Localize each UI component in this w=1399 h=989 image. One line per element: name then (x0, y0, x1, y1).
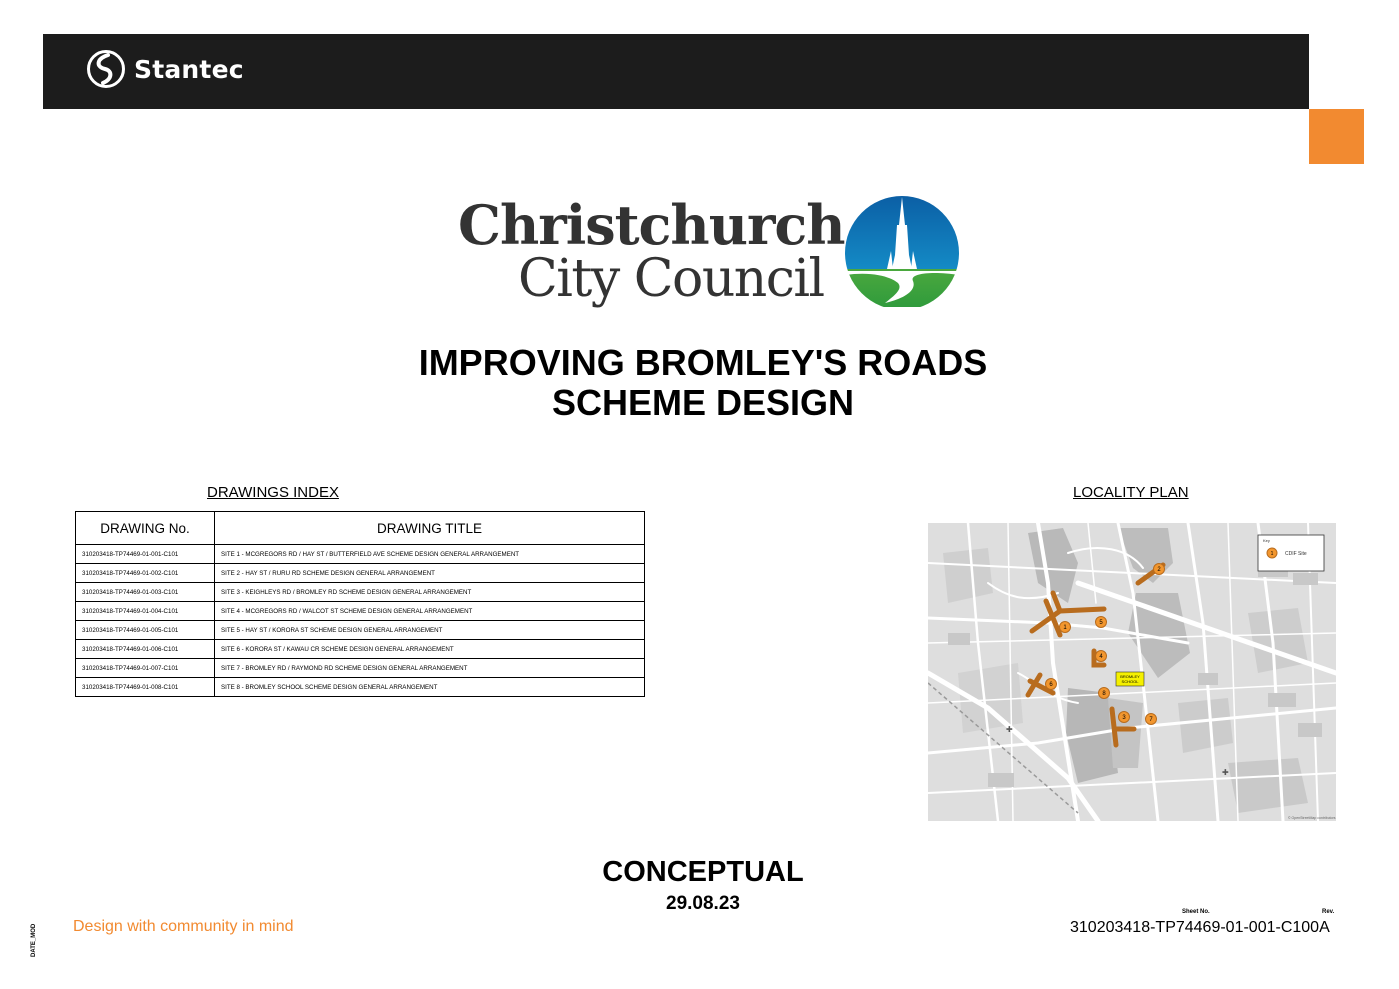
svg-text:1: 1 (1270, 551, 1274, 557)
column-header-drawing-no: DRAWING No. (76, 512, 215, 545)
project-title-line1: IMPROVING BROMLEY'S ROADS (418, 342, 988, 383)
stantec-tagline: Design with community in mind (73, 918, 294, 935)
ccc-logo-line1: Christchurch (458, 193, 845, 257)
stantec-wordmark: Stantec (134, 54, 244, 84)
rev-label: Rev. (1322, 909, 1335, 915)
svg-text:SCHOOL: SCHOOL (1121, 679, 1139, 684)
drawing-number-cell: 310203418-TP74469-01-001-C101 (76, 545, 215, 564)
svg-text:8: 8 (1102, 691, 1106, 697)
drawing-title-cell: SITE 2 - HAY ST / RURU RD SCHEME DESIGN GENERAL ARRANGEMENT (215, 564, 645, 583)
site-marker (1119, 712, 1130, 723)
table-row (76, 564, 645, 583)
stantec-swirl-icon (86, 49, 126, 89)
map-attribution: © OpenStreetMap contributors (1288, 816, 1336, 820)
svg-text:CDIF Site: CDIF Site (1285, 551, 1307, 557)
svg-text:6: 6 (1049, 682, 1053, 688)
drawing-title-cell: SITE 7 - BROMLEY RD / RAYMOND RD SCHEME DESIGN GENERAL ARRANGEMENT (215, 659, 645, 678)
drawing-title-cell: SITE 1 - MCGREGORS RD / HAY ST / BUTTERFIELD AVE SCHEME DESIGN GENERAL ARRANGEMENT (215, 545, 645, 564)
project-title-line2: SCHEME DESIGN (551, 382, 855, 423)
table-row (76, 659, 645, 678)
locality-plan-heading: LOCALITY PLAN (1073, 484, 1189, 501)
table-row (76, 621, 645, 640)
drawing-title-cell: SITE 6 - KORORA ST / KAWAU CR SCHEME DESIGN GENERAL ARRANGEMENT (215, 640, 645, 659)
drawing-title-cell: SITE 3 - KEIGHLEYS RD / BROMLEY RD SCHEME DESIGN GENERAL ARRANGEMENT (215, 583, 645, 602)
site-marker (1046, 679, 1057, 690)
table-row (76, 602, 645, 621)
table-row (76, 640, 645, 659)
site-marker (1154, 564, 1165, 575)
drawings-index-table (75, 511, 645, 697)
site-marker (1099, 688, 1110, 699)
svg-text:Key: Key (1263, 538, 1270, 543)
svg-text:2: 2 (1157, 567, 1161, 573)
christchurch-city-council-logo (458, 193, 968, 323)
drawing-number-cell: 310203418-TP74469-01-005-C101 (76, 621, 215, 640)
table-row (76, 678, 645, 697)
svg-text:5: 5 (1099, 620, 1103, 626)
sheet-no-label: Sheet No. (1182, 909, 1210, 915)
drawing-title-cell: SITE 8 - BROMLEY SCHOOL SCHEME DESIGN GENERAL ARRANGEMENT (215, 678, 645, 697)
site-marker (1060, 622, 1071, 633)
drawing-number-cell: 310203418-TP74469-01-006-C101 (76, 640, 215, 659)
drawing-status: CONCEPTUAL (602, 856, 804, 888)
site-marker (1096, 651, 1107, 662)
cathedral-emblem-icon (843, 195, 961, 307)
drawing-number-cell: 310203418-TP74469-01-002-C101 (76, 564, 215, 583)
drawings-index-heading: DRAWINGS INDEX (207, 484, 339, 501)
project-title (0, 343, 1399, 423)
ccc-logo-line2: City Council (518, 249, 824, 309)
date-mod-field: DATE_MOD (31, 923, 37, 957)
drawing-number-cell: 310203418-TP74469-01-003-C101 (76, 583, 215, 602)
drawing-number-cell: 310203418-TP74469-01-004-C101 (76, 602, 215, 621)
bromley-school-label (1116, 672, 1144, 686)
svg-text:BROMLEY: BROMLEY (1120, 674, 1140, 679)
drawing-number-cell: 310203418-TP74469-01-007-C101 (76, 659, 215, 678)
locality-plan-map (928, 523, 1336, 821)
table-row (76, 545, 645, 564)
map-poi-icon: ✚ (1222, 768, 1229, 777)
stantec-logo (86, 48, 244, 90)
column-header-drawing-title: DRAWING TITLE (215, 512, 645, 545)
svg-text:1: 1 (1063, 625, 1067, 631)
svg-text:7: 7 (1149, 717, 1153, 723)
site-marker (1096, 617, 1107, 628)
site-marker (1146, 714, 1157, 725)
sheet-number: 310203418-TP74469-01-001-C100A (1070, 919, 1330, 936)
drawing-number-cell: 310203418-TP74469-01-008-C101 (76, 678, 215, 697)
map-poi-icon: ✚ (1006, 725, 1013, 734)
table-header-row (76, 512, 645, 545)
svg-text:3: 3 (1122, 715, 1126, 721)
drawing-title-cell: SITE 5 - HAY ST / KORORA ST SCHEME DESIGN GENERAL ARRANGEMENT (215, 621, 645, 640)
drawing-date: 29.08.23 (666, 893, 740, 914)
drawing-title-cell: SITE 4 - MCGREGORS RD / WALCOT ST SCHEME DESIGN GENERAL ARRANGEMENT (215, 602, 645, 621)
map-key (1258, 535, 1324, 571)
orange-accent-block (1309, 109, 1364, 164)
svg-text:4: 4 (1099, 654, 1103, 660)
table-row (76, 583, 645, 602)
